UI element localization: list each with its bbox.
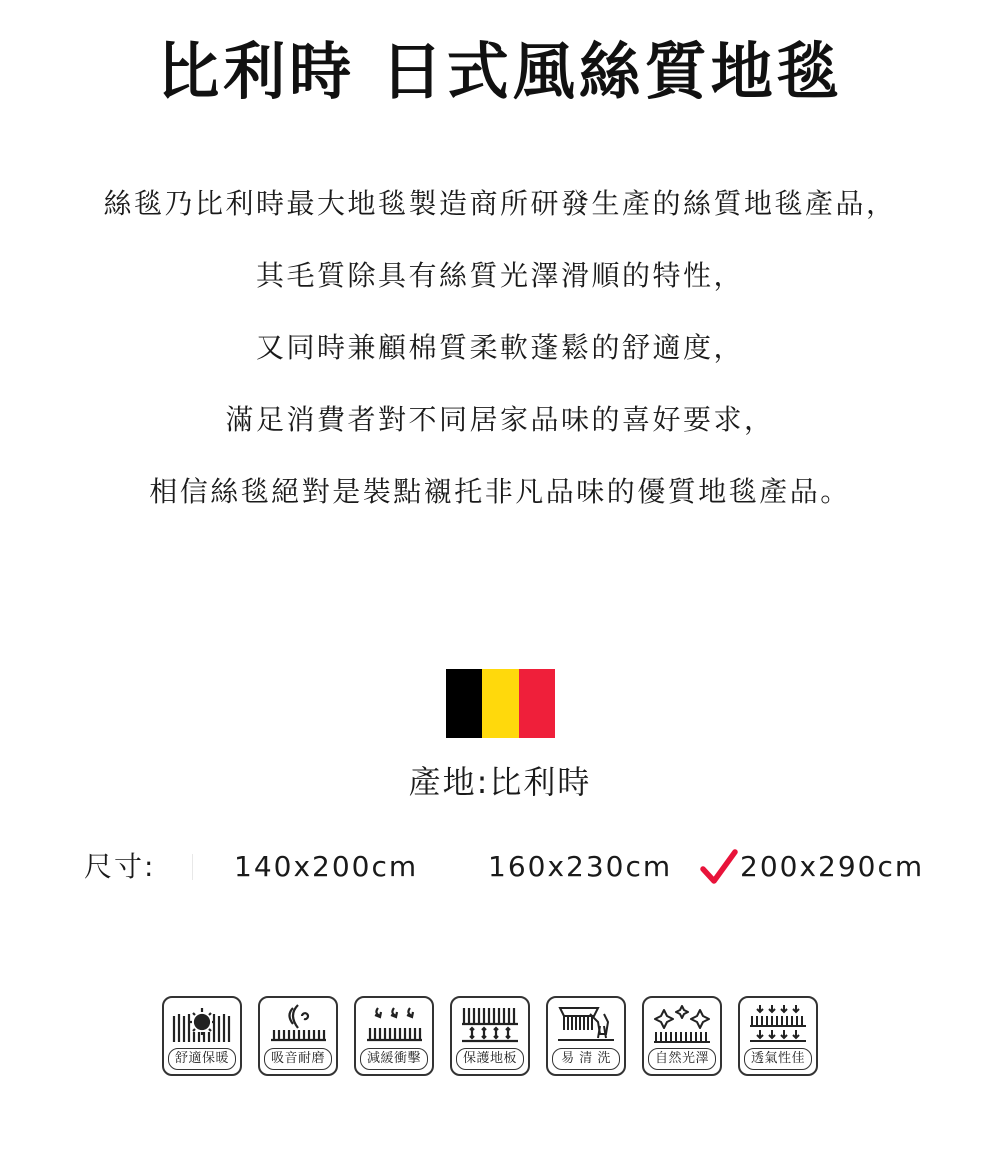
sun-fibers-icon bbox=[170, 1002, 234, 1044]
feature-floor-protect bbox=[450, 996, 530, 1076]
feature-label: 透氣性佳 bbox=[744, 1048, 812, 1070]
origin-label: 產地:比利時 bbox=[408, 763, 592, 801]
flag-stripe-yellow bbox=[482, 669, 518, 738]
size-option-200x290[interactable]: 200x290cm bbox=[740, 850, 925, 883]
size-option-160x230[interactable]: 160x230cm bbox=[488, 850, 673, 883]
feature-label: 吸音耐磨 bbox=[264, 1048, 332, 1070]
checkmark-icon bbox=[700, 848, 738, 886]
flag-stripe-black bbox=[446, 669, 482, 738]
feature-sound-absorb bbox=[258, 996, 338, 1076]
feature-natural-luster bbox=[642, 996, 722, 1076]
breathable-icon bbox=[746, 1002, 810, 1044]
description-line: 其毛質除具有絲質光澤滑順的特性， bbox=[255, 259, 744, 292]
belgium-flag bbox=[446, 669, 555, 738]
feature-easy-clean bbox=[546, 996, 626, 1076]
description-line: 滿足消費者對不同居家品味的喜好要求， bbox=[225, 403, 775, 436]
feature-impact bbox=[354, 996, 434, 1076]
feature-label: 自然光澤 bbox=[648, 1048, 716, 1070]
feature-label: 減緩衝擊 bbox=[360, 1048, 428, 1070]
floor-protect-icon bbox=[458, 1002, 522, 1044]
feature-label: 保護地板 bbox=[456, 1048, 524, 1070]
impact-absorb-icon bbox=[362, 1002, 426, 1044]
flag-stripe-red bbox=[519, 669, 555, 738]
description-line: 又同時兼顧棉質柔軟蓬鬆的舒適度， bbox=[255, 331, 744, 364]
feature-label: 舒適保暖 bbox=[168, 1048, 236, 1070]
size-label: 尺寸: bbox=[84, 850, 156, 883]
feature-icons bbox=[162, 996, 818, 1076]
description bbox=[0, 168, 1000, 528]
hand-brush-icon bbox=[554, 1002, 618, 1044]
feature-warmth bbox=[162, 996, 242, 1076]
divider bbox=[192, 854, 193, 880]
feature-label: 易 清 洗 bbox=[552, 1048, 620, 1070]
size-options bbox=[0, 844, 1000, 890]
description-line: 絲毯乃比利時最大地毯製造商所研發生產的絲質地毯產品， bbox=[103, 187, 897, 220]
size-option-140x200[interactable]: 140x200cm bbox=[234, 850, 419, 883]
description-line: 相信絲毯絕對是裝點襯托非凡品味的優質地毯產品。 bbox=[149, 475, 851, 508]
sound-absorb-icon bbox=[266, 1002, 330, 1044]
sparkle-icon bbox=[650, 1002, 714, 1044]
page-title: 比利時 日式風絲質地毯 bbox=[157, 35, 843, 108]
feature-breathable bbox=[738, 996, 818, 1076]
